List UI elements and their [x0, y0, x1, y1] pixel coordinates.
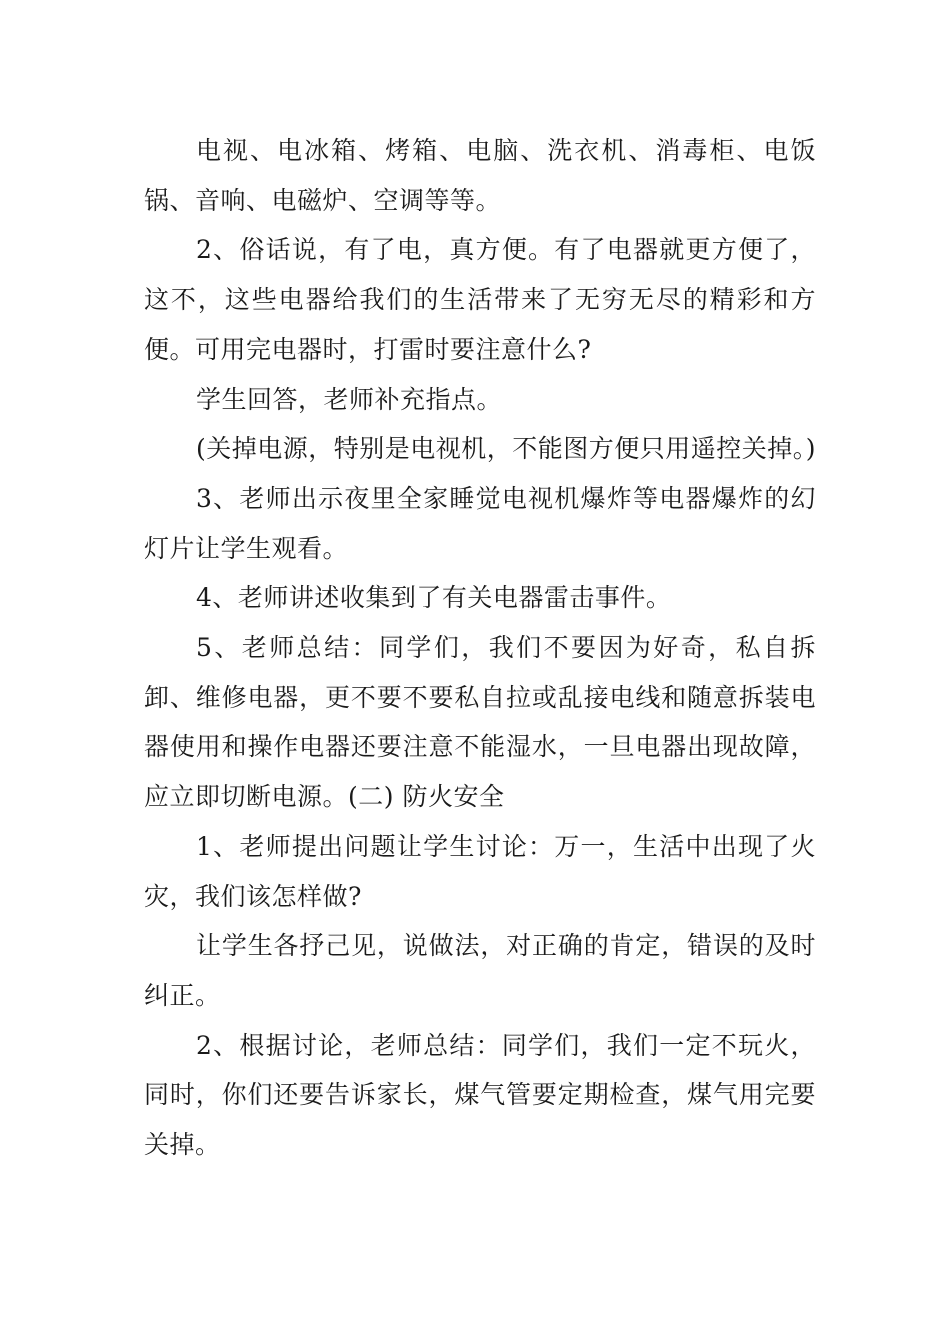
paragraph-point-2: 2、俗话说，有了电，真方便。有了电器就更方便了，这不，这些电器给我们的生活带来了无穷无尽的精彩和方便。可用完电器时，打雷时要注意什么?: [144, 235, 816, 364]
paragraph-power-off-note: (关掉电源，特别是电视机，不能图方便只用遥控关掉。): [196, 434, 817, 464]
document-body: [144, 126, 816, 1170]
paragraph-point-4: 4、老师讲述收集到了有关电器雷击事件。: [196, 583, 672, 613]
paragraph-fire-discussion: 让学生各抒己见，说做法，对正确的肯定，错误的及时纠正。: [144, 931, 816, 1010]
paragraph-point-3: 3、老师出示夜里全家睡觉电视机爆炸等电器爆炸的幻灯片让学生观看。: [144, 483, 816, 563]
paragraph-fire-point-2: 2、根据讨论，老师总结：同学们，我们一定不玩火，同时，你们还要告诉家长，煤气管要定期检查，煤气用完要关掉。: [144, 1030, 816, 1160]
paragraph-student-answer: 学生回答，老师补充指点。: [196, 384, 503, 414]
paragraph-fire-point-1: 1、老师提出问题让学生讨论：万一，生活中出现了火灾，我们该怎样做?: [144, 831, 816, 911]
paragraph-appliance-list: 电视、电冰箱、烤箱、电脑、洗衣机、消毒柜、电饭锅、音响、电磁炉、空调等等。: [144, 136, 816, 215]
paragraph-point-5: 5、老师总结：同学们，我们不要因为好奇，私自拆卸、维修电器，更不要不要私自拉或乱接电线和随意拆装电器使用和操作电器还要注意不能湿水，一旦电器出现故障，应立即切断电源。(二) 防火安全: [144, 633, 816, 812]
